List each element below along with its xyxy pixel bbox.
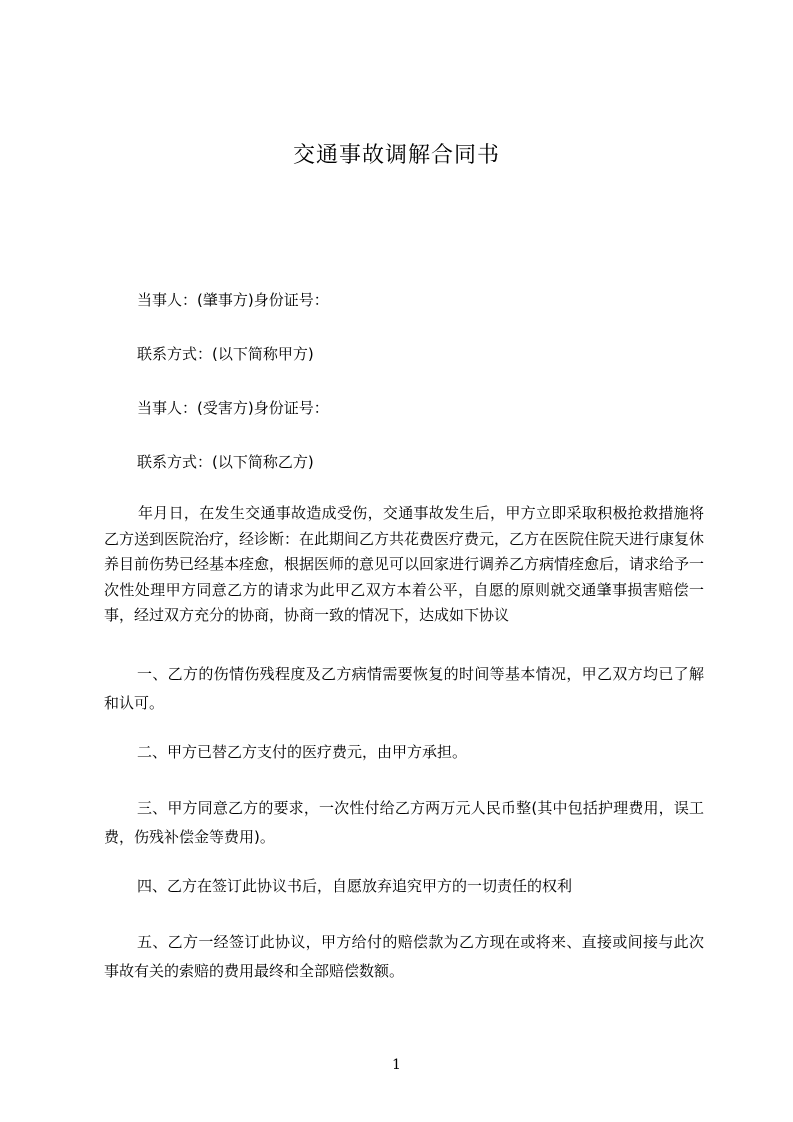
party-b-id-line: 当事人：(受害方)身份证号： bbox=[137, 399, 329, 417]
clause-2: 二、甲方已替乙方支付的医疗费元，由甲方承担。 bbox=[137, 743, 468, 761]
preamble-paragraph: 年月日，在发生交通事故造成受伤，交通事故发生后，甲方立即采取积极抢救措施将乙方送到医院治疗，经诊断：在此期间乙方共花费医疗费元，乙方在医院住院天进行康复休养目前伤势已经基本痊愈，根据医师的意见可以回家进行调养乙方病情痊愈后，请求给予一次性处理甲方同意乙方的请求为此甲乙双方本着公平，自愿的原则就交通肇事损害赔偿一事，经过双方充分的协商，协商一致的情况下，达成如下协议 bbox=[104, 504, 705, 624]
clause-5: 五、乙方一经签订此协议，甲方给付的赔偿款为乙方现在或将来、直接或间接与此次事故有关的索赔的费用最终和全部赔偿数额。 bbox=[104, 933, 704, 980]
clause-1: 一、乙方的伤情伤残程度及乙方病情需要恢复的时间等基本情况，甲乙双方均已了解和认可。 bbox=[104, 665, 704, 712]
clause-3: 三、甲方同意乙方的要求，一次性付给乙方两万元人民币整(其中包括护理费用，误工费，伤残补偿金等费用)。 bbox=[104, 799, 704, 846]
party-a-id-line: 当事人：(肇事方)身份证号： bbox=[137, 291, 329, 309]
party-b-contact-line: 联系方式：(以下简称乙方) bbox=[137, 453, 314, 471]
document-title: 交通事故调解合同书 bbox=[292, 143, 500, 168]
clause-4: 四、乙方在签订此协议书后，自愿放弃追究甲方的一切责任的权利 bbox=[137, 877, 573, 895]
party-a-contact-line: 联系方式：(以下简称甲方) bbox=[137, 345, 314, 363]
page-number: 1 bbox=[392, 1057, 401, 1073]
